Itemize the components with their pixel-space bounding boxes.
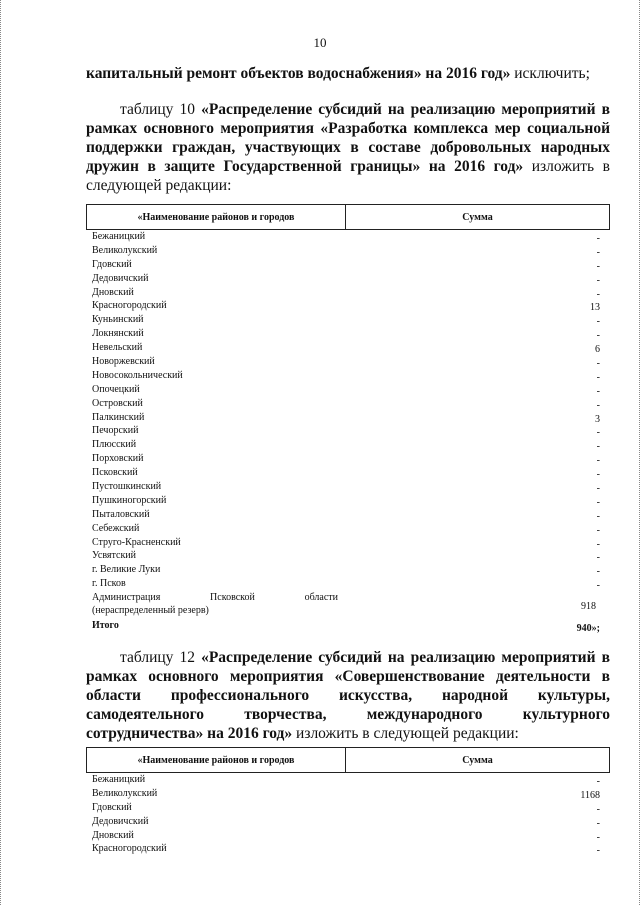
district-name: Дновский xyxy=(92,829,134,841)
amount-value: - xyxy=(596,316,600,328)
amount-value: - xyxy=(596,385,600,397)
district-name: Куньинский xyxy=(92,314,144,326)
amount-value: - xyxy=(596,441,600,453)
district-name: Пустошкинский xyxy=(92,481,162,493)
district-name: Усвятский xyxy=(92,550,136,562)
table-body xyxy=(86,773,610,856)
amount-value: 6 xyxy=(595,344,600,356)
district-name: Островский xyxy=(92,397,143,409)
amount-value: - xyxy=(596,427,600,439)
table-body xyxy=(86,230,610,591)
district-name: Дедовичский xyxy=(92,272,149,284)
district-name: Дедовичский xyxy=(92,815,149,827)
table-row xyxy=(86,452,610,466)
table-row xyxy=(86,480,610,494)
district-name: Новосокольнический xyxy=(92,369,183,381)
table-row xyxy=(86,341,610,355)
amount-value: - xyxy=(596,274,600,286)
amount-value: - xyxy=(596,260,600,272)
page-number: 10 xyxy=(313,35,327,50)
district-name: Пушкиногорский xyxy=(92,494,167,506)
table-row xyxy=(86,244,610,258)
paragraph-tail-text: изложить в следующей редакции: xyxy=(86,158,610,194)
column-header-sum: Сумма xyxy=(462,754,493,766)
amount-value: - xyxy=(596,845,600,857)
district-name: Новоржевский xyxy=(92,356,155,368)
district-name: г. Псков xyxy=(92,578,126,590)
paragraph-bold-text: капитальный ремонт объектов водоснабжения» на 2016 год» xyxy=(86,65,511,82)
paragraph-tail-text: изложить в следующей редакции: xyxy=(292,725,519,742)
district-name: Красногородский xyxy=(92,300,167,312)
district-name: Красногородский xyxy=(92,843,167,855)
table-header xyxy=(86,204,610,230)
table-row xyxy=(86,355,610,369)
amount-value: 13 xyxy=(590,302,600,314)
table-row xyxy=(86,801,610,815)
table-row xyxy=(86,536,610,550)
table-subsidies-10 xyxy=(86,204,610,633)
amount-value: - xyxy=(596,580,600,592)
paragraph-intro-text: таблицу 12 xyxy=(120,649,202,666)
amount-value: - xyxy=(596,496,600,508)
amount-value: - xyxy=(596,371,600,383)
table-row xyxy=(86,327,610,341)
table-row xyxy=(86,258,610,272)
amount-value: - xyxy=(596,330,600,342)
admin-value: 918 xyxy=(581,601,596,613)
table-row xyxy=(86,549,610,563)
amount-value: - xyxy=(596,246,600,258)
district-name: Опочецкий xyxy=(92,383,140,395)
table-row xyxy=(86,815,610,829)
table-row xyxy=(86,466,610,480)
amount-value: - xyxy=(596,358,600,370)
district-name: Гдовский xyxy=(92,801,132,813)
amount-value: - xyxy=(596,566,600,578)
table-row xyxy=(86,397,610,411)
table-subsidies-12 xyxy=(86,747,610,856)
table-row-admin xyxy=(86,591,610,619)
paragraph-bold-text: «Распределение субсидий на реализацию мероприятий в рамках основного мероприятия «Разработка комплекса мер социальной поддержки граждан, участвующих в составе добровольных народных дружин в защите Государственной границы» на 2016 год» xyxy=(86,101,611,175)
amount-value: - xyxy=(596,803,600,815)
table-row xyxy=(86,230,610,244)
amount-value: - xyxy=(596,483,600,495)
amount-value: 1168 xyxy=(580,789,600,801)
district-name: Пыталовский xyxy=(92,508,150,520)
amount-value: - xyxy=(596,552,600,564)
amount-value: - xyxy=(596,831,600,843)
amount-value: - xyxy=(596,817,600,829)
table-row xyxy=(86,299,610,313)
district-name: Струго-Красненский xyxy=(92,536,181,548)
table-row-total xyxy=(86,619,610,633)
table-row xyxy=(86,369,610,383)
total-value: 940»; xyxy=(576,623,600,635)
table-row xyxy=(86,286,610,300)
table-row xyxy=(86,383,610,397)
district-name: Бежаницкий xyxy=(92,231,146,242)
amount-value: - xyxy=(596,524,600,536)
table-row xyxy=(86,272,610,286)
district-name: Локнянский xyxy=(92,328,144,340)
paragraph-tail-text: исключить; xyxy=(510,65,590,82)
column-header-sum: Сумма xyxy=(462,211,493,223)
paragraph-intro-text: таблицу 10 xyxy=(120,101,202,118)
table-header xyxy=(86,747,610,773)
table-row xyxy=(86,773,610,787)
district-name: Великолукский xyxy=(92,244,158,256)
table-row xyxy=(86,563,610,577)
table-row xyxy=(86,842,610,856)
district-name: г. Великие Луки xyxy=(92,564,161,576)
table-row xyxy=(86,438,610,452)
table-row xyxy=(86,494,610,508)
district-name: Плюсский xyxy=(92,439,137,451)
district-name: Дновский xyxy=(92,286,134,298)
paragraph-table10 xyxy=(86,100,610,195)
district-name: Себежский xyxy=(92,522,140,534)
table-row xyxy=(86,508,610,522)
table-row xyxy=(86,577,610,591)
district-name: Гдовский xyxy=(92,258,132,270)
table-row xyxy=(86,522,610,536)
amount-value: - xyxy=(596,288,600,300)
admin-name-line2: (нераспределенный резерв) xyxy=(92,605,209,617)
total-label: Итого xyxy=(92,620,119,632)
amount-value: - xyxy=(596,776,600,787)
district-name: Бежаницкий xyxy=(92,774,146,785)
district-name: Палкинский xyxy=(92,411,145,423)
admin-name-line1: Администрация Псковской области xyxy=(92,592,338,604)
amount-value: - xyxy=(596,510,600,522)
table-row xyxy=(86,787,610,801)
column-header-name: «Наименование районов и городов xyxy=(87,748,346,772)
table-row xyxy=(86,313,610,327)
scan-left-edge xyxy=(0,0,3,905)
district-name: Великолукский xyxy=(92,787,158,799)
amount-value: 3 xyxy=(595,413,600,425)
paragraph-bold-text: «Распределение субсидий на реализацию мероприятий в рамках основного мероприятия «Совершенствование деятельности в области профессионального искусства, народной культуры, самодеятельного творчества, международного культурного сотрудничества» на 2016 год» xyxy=(86,649,611,742)
district-name: Невельский xyxy=(92,342,143,354)
table-row xyxy=(86,424,610,438)
district-name: Порховский xyxy=(92,453,144,465)
table-row xyxy=(86,829,610,843)
amount-value: - xyxy=(596,233,600,244)
paragraph-table12 xyxy=(86,648,610,743)
amount-value: - xyxy=(596,399,600,411)
district-name: Псковский xyxy=(92,467,138,479)
amount-value: - xyxy=(596,455,600,467)
paragraph-water-supply xyxy=(86,64,610,83)
column-header-name: «Наименование районов и городов xyxy=(87,205,346,229)
amount-value: - xyxy=(596,469,600,481)
amount-value: - xyxy=(596,538,600,550)
district-name: Печорский xyxy=(92,425,139,437)
table-row xyxy=(86,411,610,425)
